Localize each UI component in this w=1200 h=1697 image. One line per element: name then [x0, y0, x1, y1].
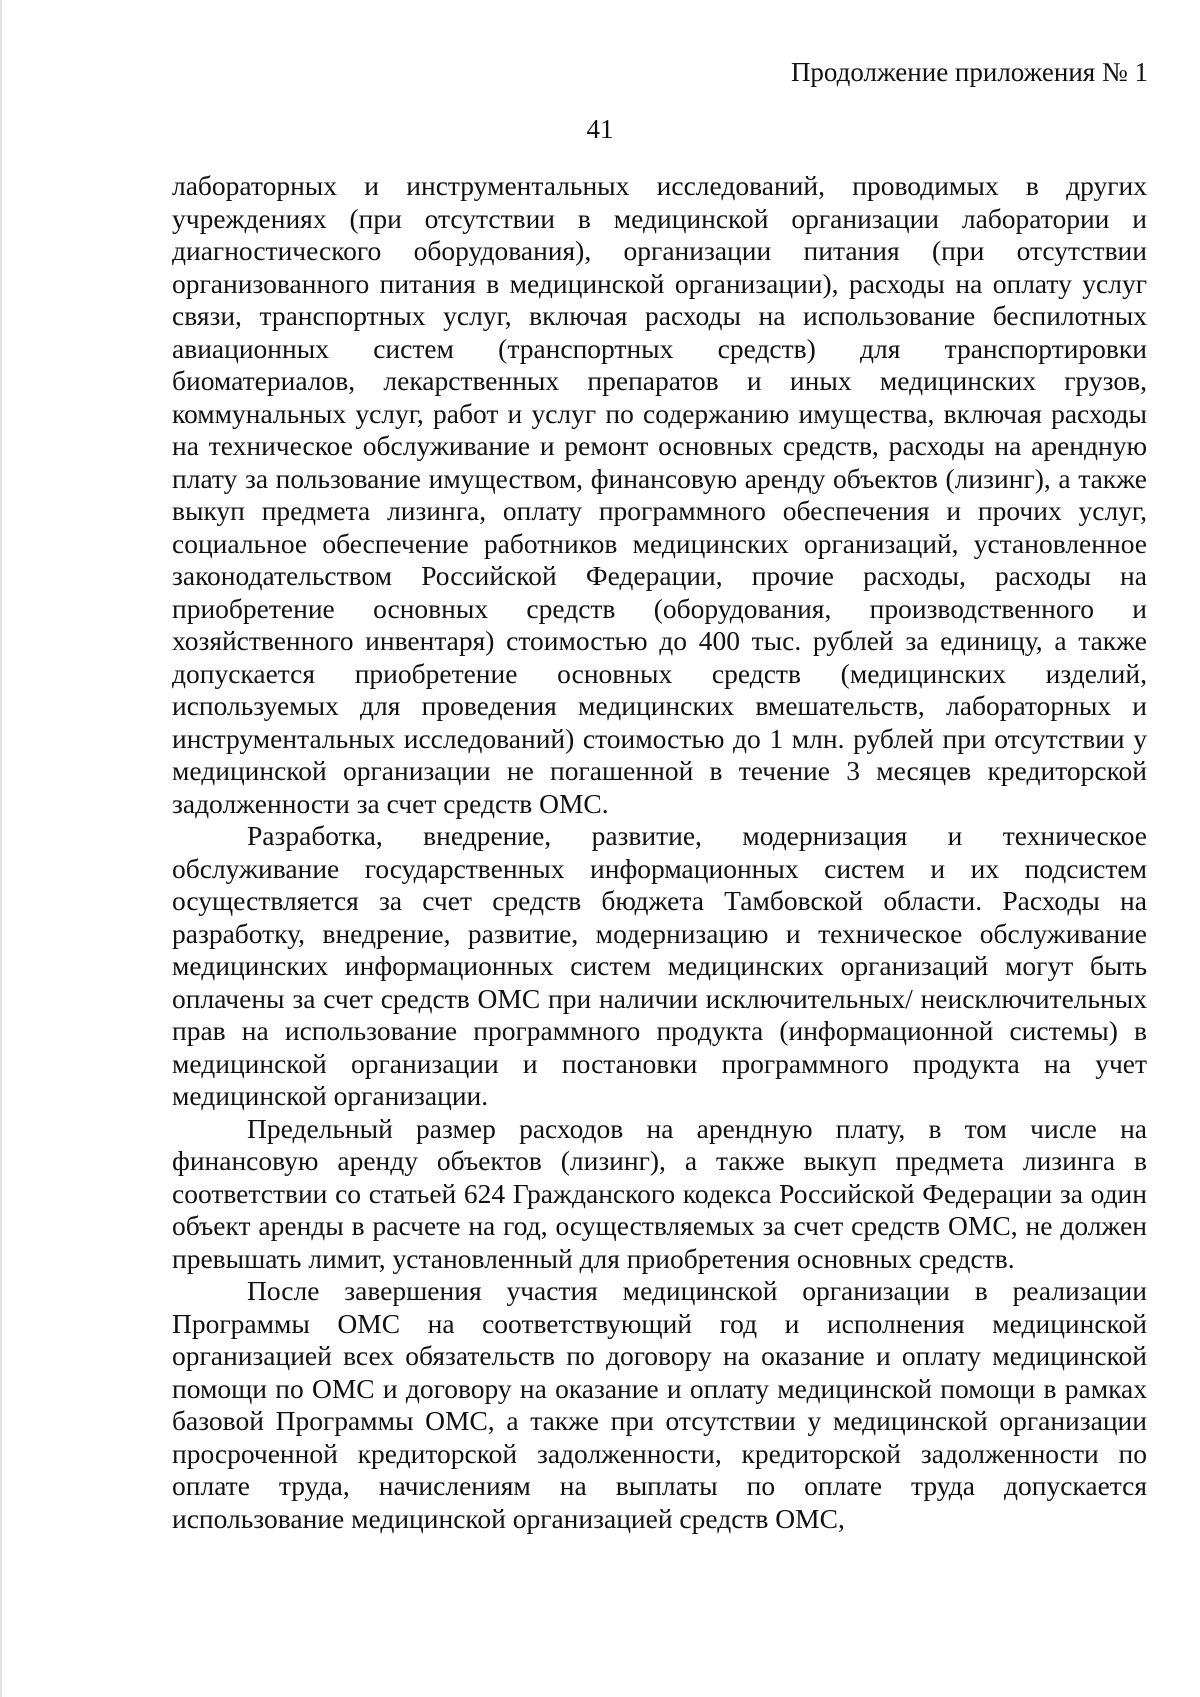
paragraph-expenses-continuation: лабораторных и инструментальных исследований, проводимых в других учреждениях (при отсутствии в медицинской организации лаборатории и диагностического оборудования), организации питания (при отсутствии организованного питания в медицинской организации), расходы на оплату услуг связи, транспортных услуг, включая расходы на использование беспилотных авиационных систем (транспортных средств) для транспортировки биоматериалов, лекарственных препаратов и иных медицинских грузов, коммунальных услуг, работ и услуг по содержанию имущества, включая расходы на техническое обслуживание и ремонт основных средств, расходы на арендную плату за пользование имуществом, финансовую аренду объектов (лизинг), а также выкуп предмета лизинга, оплату программного обеспечения и прочих услуг, социальное обеспечение работников медицинских организаций, установленное законодательством Российской Федерации, прочие расходы, расходы на приобретение основных средств (оборудования, производственного и хозяйственного инвентаря) стоимостью до 400 тыс. рублей за единицу, а также допускается приобретение основных средств (медицинских изделий, используемых для проведения медицинских вмешательств, лабораторных и инструментальных исследований) стоимостью до 1 млн. рублей при отсутствии у медицинской организации не погашенной в течение 3 месяцев кредиторской задолженности за счет средств ОМС. — [172, 170, 1147, 819]
paragraph-after-completion: После завершения участия медицинской организации в реализации Программы ОМС на соответствующий год и исполнения медицинской организацией всех обязательств по договору на оказание и оплату медицинской помощи по ОМС и договору на оказание и оплату медицинской помощи в рамках базовой Программы ОМС, а также при отсутствии у медицинской организации просроченной кредиторской задолженности, кредиторской задолженности по оплате труда, начислениям на выплаты по оплате труда допускается использование медицинской организацией средств ОМС, — [172, 1275, 1147, 1534]
scan-edge-mark — [0, 0, 2, 1697]
paragraph-information-systems: Разработка, внедрение, развитие, модернизация и техническое обслуживание государственных информационных систем и их подсистем осуществляется за счет средств бюджета Тамбовской области. Расходы на разработку, внедрение, развитие, модернизацию и техническое обслуживание медицинских информационных систем медицинских организаций могут быть оплачены за счет средств ОМС при наличии исключительных/ неисключительных прав на использование программного продукта (информационной системы) в медицинской организации и постановки программного продукта на учет медицинской организации. — [172, 820, 1147, 1111]
page-number: 41 — [586, 114, 614, 144]
appendix-continuation-note: Продолжение приложения № 1 — [790, 57, 1148, 87]
document-body — [172, 170, 1147, 1535]
paragraph-rent-limit: Предельный размер расходов на арендную плату, в том числе на финансовую аренду объектов (лизинг), а также выкуп предмета лизинга в соответствии со статьей 624 Гражданского кодекса Российской Федерации за один объект аренды в расчете на год, осуществляемых за счет средств ОМС, не должен превышать лимит, установленный для приобретения основных средств. — [172, 1112, 1147, 1274]
